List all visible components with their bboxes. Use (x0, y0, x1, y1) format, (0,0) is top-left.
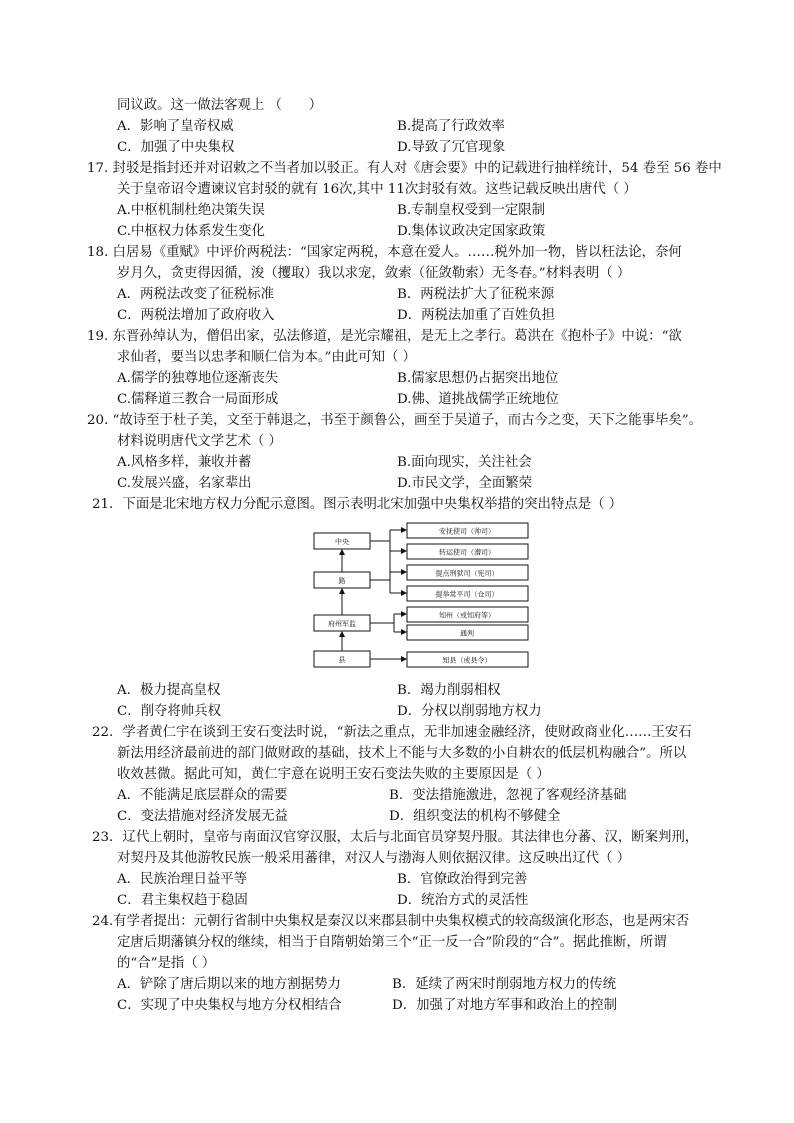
q20-option-d[interactable]: D.市民文学，全面繁荣 (397, 476, 533, 491)
q18-stem: 18. 白居易《重赋》中评价两税法：“国家定两税，本意在爱人。……税外加一物，皆以枉法论，奈何 (87, 245, 682, 260)
node-fuzhou (314, 615, 370, 631)
q19-option-a[interactable]: A.儒学的独尊地位逐渐丧失 (117, 371, 279, 386)
q20-option-c[interactable]: C.发展兴盛，名家辈出 (117, 476, 252, 491)
q23-stem: 23．辽代上朝时，皇帝与南面汉官穿汉服，太后与北面官员穿契丹服。其法律也分蕃、汉，断案判刑， (92, 830, 699, 845)
q18-option-b[interactable]: B．两税法扩大了征税来源 (397, 287, 555, 302)
q21-stem: 21．下面是北宋地方权力分配示意图。图示表明北宋加强中央集权举措的突出特点是（ ） (92, 497, 623, 512)
q24-option-a[interactable]: A．铲除了唐后期以来的地方割据势力 (117, 977, 341, 992)
q18-option-d[interactable]: D．两税法加重了百姓负担 (397, 308, 556, 323)
q24-stem: 24.有学者提出：元朝行省制中央集权是秦汉以来郡县制中央集权模式的较高级演化形态，也是两宋否 (92, 914, 690, 929)
node-central (314, 533, 370, 549)
q18-stem-cont: 岁月久，贪吏得因循，浚（攫取）我以求宠，敛索（征敛勒索）无冬春。”材料表明（ ） (117, 266, 631, 281)
q24-option-d[interactable]: D．加强了对地方军事和政治上的控制 (392, 998, 617, 1013)
q23-option-d[interactable]: D．统治方式的灵活性 (397, 893, 529, 908)
node-zhixian (407, 652, 528, 667)
q19-option-d[interactable]: D.佛、道挑战儒学正统地位 (397, 392, 559, 407)
q17-stem: 17. 封驳是指封还并对诏敕之不当者加以驳正。有人对《唐会要》中的记载进行抽样统计，54 卷至 56 卷中 (87, 161, 722, 176)
node-tijuchangping (407, 586, 528, 601)
node-tidianxingyu (407, 565, 528, 580)
q17-stem-cont: 关于皇帝诏令遭谏议官封驳的就有 16次,其中 11次封驳有效。这些记载反映出唐代（ ） (117, 182, 637, 197)
q24-option-b[interactable]: B．延续了两宋时削弱地方权力的传统 (392, 977, 617, 992)
q24-option-c[interactable]: C．实现了中央集权与地方分权相结合 (117, 998, 342, 1013)
q23-option-c[interactable]: C．君主集权趋于稳固 (117, 893, 248, 908)
node-zhizhou (407, 607, 528, 622)
svg-text:转运使司（漕司）: 转运使司（漕司） (439, 548, 495, 557)
q16-option-d[interactable]: D.导致了冗官现象 (397, 140, 506, 155)
q22-stem-cont-1: 新法用经济最前进的部门做财政的基础，技术上不能与大多数的小自耕农的低层机构融合”。所以 (117, 746, 687, 761)
q21-option-a[interactable]: A．极力提高皇权 (117, 683, 221, 698)
q19-stem-cont: 求仙者，要当以忠孝和顺仁信为本。”由此可知（ ） (117, 350, 416, 365)
q22-stem: 22．学者黄仁宇在谈到王安石变法时说，“新法之重点，无非加速金融经济，使财政商业化……王安石 (92, 725, 692, 740)
q17-option-a[interactable]: A.中枢机制杜绝决策失误 (117, 203, 265, 218)
q23-option-a[interactable]: A．民族治理日益平等 (117, 872, 248, 887)
q23-stem-cont: 对契丹及其他游牧民族一般采用蕃律，对汉人与渤海人则依据汉律。这反映出辽代（ ） (117, 851, 631, 866)
svg-text:知州（或知府等）: 知州（或知府等） (439, 611, 495, 620)
q20-stem-cont: 材料说明唐代文学艺术（ ） (117, 434, 282, 449)
svg-text:安抚使司（帅司）: 安抚使司（帅司） (439, 527, 495, 536)
svg-text:县: 县 (338, 656, 346, 664)
q22-option-d[interactable]: D．组织变法的机构不够健全 (389, 809, 561, 824)
q16-option-c[interactable]: C．加强了中央集权 (117, 140, 235, 155)
q17-option-d[interactable]: D.集体议政决定国家政策 (397, 224, 546, 239)
q24-stem-cont-2: 的“合”是指（ ） (117, 956, 216, 971)
node-lu (314, 572, 370, 588)
q21-option-b[interactable]: B．竭力削弱相权 (397, 683, 501, 698)
svg-text:中央: 中央 (335, 538, 349, 546)
q16-option-a[interactable]: A．影响了皇帝权威 (117, 119, 234, 134)
q20-stem: 20. “故诗至于杜子美，文至于韩退之，书至于颜鲁公，画至于吴道子，而古今之变，天下之能事毕矣”。 (87, 413, 703, 428)
svg-text:府州军监: 府州军监 (328, 620, 356, 628)
q16-option-b[interactable]: B.提高了行政效率 (397, 119, 505, 134)
q19-stem: 19. 东晋孙绰认为，僧侣出家，弘法修道，是光宗耀祖，是无上之孝行。葛洪在《抱朴子》中说：“欲 (87, 329, 682, 344)
q16-stem-tail: 同议政。这一做法客观上 （ ） (117, 98, 323, 113)
node-zhuanyunshi (407, 544, 528, 559)
node-tongpan (407, 625, 528, 640)
q19-option-b[interactable]: B.儒家思想仍占据突出地位 (397, 371, 559, 386)
q22-option-c[interactable]: C．变法措施对经济发展无益 (117, 809, 288, 824)
node-county (314, 651, 370, 667)
q19-option-c[interactable]: C.儒释道三教合一局面形成 (117, 392, 279, 407)
svg-text:提点刑狱司（宪司）: 提点刑狱司（宪司） (435, 569, 499, 578)
q20-option-b[interactable]: B.面向现实，关注社会 (397, 455, 532, 470)
q22-option-a[interactable]: A．不能满足底层群众的需要 (117, 788, 288, 803)
q22-option-b[interactable]: B．变法措施激进，忽视了客观经济基础 (389, 788, 627, 803)
svg-text:知县（或县令）: 知县（或县令） (442, 656, 492, 665)
q17-option-b[interactable]: B.专制皇权受到一定限制 (397, 203, 546, 218)
power-distribution-diagram (310, 521, 532, 673)
q21-option-c[interactable]: C．削夺将帅兵权 (117, 704, 221, 719)
svg-text:通判: 通判 (460, 629, 474, 638)
q17-option-c[interactable]: C.中枢权力体系发生变化 (117, 224, 265, 239)
node-anfushi (407, 523, 528, 538)
svg-text:路: 路 (338, 577, 346, 585)
q23-option-b[interactable]: B．官僚政治得到完善 (397, 872, 528, 887)
svg-text:提举常平司（仓司）: 提举常平司（仓司） (435, 590, 499, 599)
q21-option-d[interactable]: D．分权以削弱地方权力 (397, 704, 542, 719)
q18-option-c[interactable]: C．两税法增加了政府收入 (117, 308, 275, 323)
q22-stem-cont-2: 收效甚微。据此可知，黄仁宇意在说明王安石变法失败的主要原因是（ ） (117, 767, 550, 782)
q18-option-a[interactable]: A．两税法改变了征税标准 (117, 287, 274, 302)
q20-option-a[interactable]: A.风格多样，兼收并蓄 (117, 455, 252, 470)
q24-stem-cont-1: 定唐后期藩镇分权的继续，相当于自隋朝始第三个“正一反一合”阶段的“合”。据此推断，所谓 (117, 935, 667, 950)
